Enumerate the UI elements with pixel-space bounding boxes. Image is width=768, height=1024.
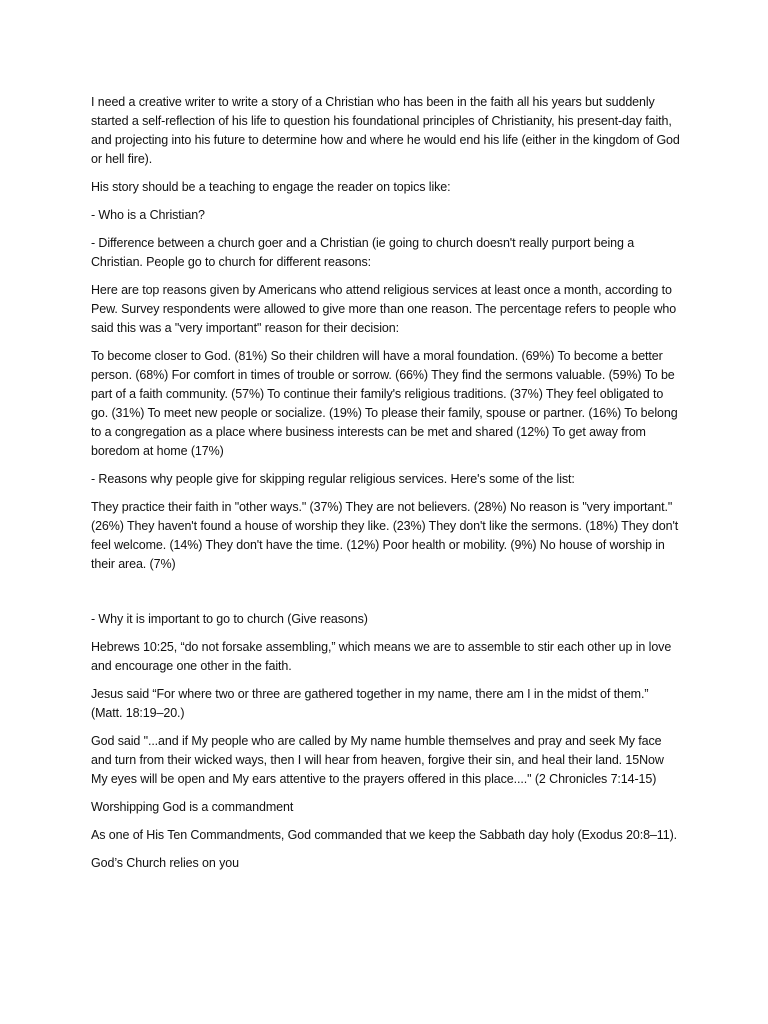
topic-why-go-to-church: - Why it is important to go to church (Give reasons)	[91, 612, 368, 626]
pew-survey-intro: Here are top reasons given by Americans who attend religious services at least once a month, according to Pew. Survey respondents were allowed to give more than one reason. The percentage refers to people who said this was a "very important" reason for their decision:	[91, 283, 677, 335]
intro-paragraph: I need a creative writer to write a story of a Christian who has been in the faith all his years but suddenly started a self-reflection of his life to question his foundational principles of Christianity, his present-day faith, and projecting into his future to determine how and where he would end his life (either in the kingdom of God or hell fire).	[91, 95, 680, 166]
topic-skipping-reasons: - Reasons why people give for skipping regular religious services. Here's some of the list:	[91, 472, 575, 486]
church-relies-heading: God’s Church relies on you	[91, 856, 239, 870]
hebrews-quote: Hebrews 10:25, “do not forsake assembling,” which means we are to assemble to stir each other up in love and encourage one other in the faith.	[91, 640, 672, 673]
topics-intro: His story should be a teaching to engage the reader on topics like:	[91, 180, 451, 194]
chronicles-quote: God said "...and if My people who are called by My name humble themselves and pray and seek My face and turn from their wicked ways, then I will hear from heaven, forgive their sin, and heal their land. 15Now My eyes will be open and My ears attentive to the prayers offered in this place...." (2 Chronicles 7:14-15)	[91, 734, 664, 786]
topic-who-is-christian: - Who is a Christian?	[91, 208, 205, 222]
attend-reasons-list: To become closer to God. (81%) So their children will have a moral foundation. (69%) To become a better person. (68%) For comfort in times of trouble or sorrow. (66%) They find the sermons valuable. (59%) To be part of a faith community. (57%) To continue their family's religious traditions. (37%) They feel obligated to go. (31%) To meet new people or socialize. (19%) To please their family, spouse or partner. (16%) To belong to a congregation as a place where business interests can be met and shared (12%) To get away from boredom at home (17%)	[91, 349, 678, 458]
document-page	[91, 93, 681, 882]
matthew-quote: Jesus said “For where two or three are gathered together in my name, there am I in the midst of them.” (Matt. 18:19–20.)	[91, 687, 649, 720]
exodus-quote: As one of His Ten Commandments, God commanded that we keep the Sabbath day holy (Exodus 20:8–11).	[91, 828, 678, 842]
skip-reasons-list: They practice their faith in "other ways." (37%) They are not believers. (28%) No reason is "very important." (26%) They haven't found a house of worship they like. (23%) They don't like the sermons. (18%) They don't feel welcome. (14%) They don't have the time. (12%) Poor health or mobility. (9%) No house of worship in their area. (7%)	[91, 500, 679, 571]
topic-church-goer-difference: - Difference between a church goer and a Christian (ie going to church doesn't really purport being a Christian. People go to church for different reasons:	[91, 236, 635, 269]
commandment-heading: Worshipping God is a commandment	[91, 800, 294, 814]
